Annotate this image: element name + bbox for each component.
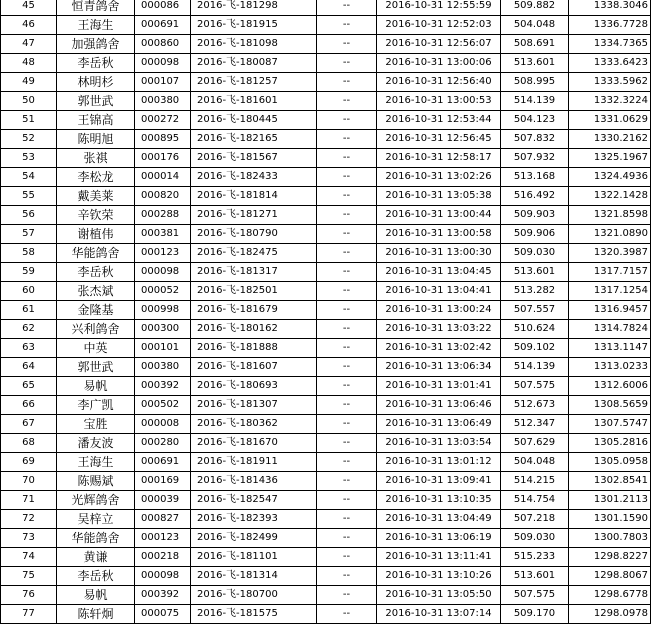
name-cell: 李岳秋 <box>57 567 135 586</box>
member-code-cell: 000691 <box>135 16 191 35</box>
ring-number-cell: 2016-飞-181101 <box>191 548 317 567</box>
member-code-cell: 000176 <box>135 149 191 168</box>
ring-number-cell: 2016-飞-180362 <box>191 415 317 434</box>
distance-cell: 513.168 <box>501 168 569 187</box>
table-row <box>1 510 651 529</box>
speed-cell: 1338.3046 <box>569 0 651 16</box>
table-row <box>1 415 651 434</box>
rank-cell: 61 <box>1 301 57 320</box>
speed-cell: 1308.5659 <box>569 396 651 415</box>
ring-number-cell: 2016-飞-181436 <box>191 472 317 491</box>
arrival-time-cell: 2016-10-31 13:06:19 <box>377 529 501 548</box>
table-row <box>1 244 651 263</box>
arrival-time-cell: 2016-10-31 13:04:49 <box>377 510 501 529</box>
distance-cell: 509.030 <box>501 529 569 548</box>
placeholder-cell: -- <box>317 510 377 529</box>
placeholder-cell: -- <box>317 605 377 624</box>
speed-cell: 1301.1590 <box>569 510 651 529</box>
name-cell: 金隆基 <box>57 301 135 320</box>
member-code-cell: 000272 <box>135 111 191 130</box>
arrival-time-cell: 2016-10-31 12:53:44 <box>377 111 501 130</box>
placeholder-cell: -- <box>317 244 377 263</box>
table-row <box>1 73 651 92</box>
table-row <box>1 491 651 510</box>
rank-cell: 68 <box>1 434 57 453</box>
speed-cell: 1321.0890 <box>569 225 651 244</box>
arrival-time-cell: 2016-10-31 13:03:54 <box>377 434 501 453</box>
speed-cell: 1324.4936 <box>569 168 651 187</box>
speed-cell: 1333.5962 <box>569 73 651 92</box>
speed-cell: 1298.0978 <box>569 605 651 624</box>
placeholder-cell: -- <box>317 282 377 301</box>
member-code-cell: 000039 <box>135 491 191 510</box>
rank-cell: 64 <box>1 358 57 377</box>
placeholder-cell: -- <box>317 301 377 320</box>
placeholder-cell: -- <box>317 586 377 605</box>
speed-cell: 1298.8067 <box>569 567 651 586</box>
arrival-time-cell: 2016-10-31 13:05:50 <box>377 586 501 605</box>
distance-cell: 504.123 <box>501 111 569 130</box>
speed-cell: 1334.7365 <box>569 35 651 54</box>
ring-number-cell: 2016-飞-181257 <box>191 73 317 92</box>
member-code-cell: 000827 <box>135 510 191 529</box>
ring-number-cell: 2016-飞-181307 <box>191 396 317 415</box>
ring-number-cell: 2016-飞-181314 <box>191 567 317 586</box>
ring-number-cell: 2016-飞-182547 <box>191 491 317 510</box>
member-code-cell: 000280 <box>135 434 191 453</box>
speed-cell: 1305.0958 <box>569 453 651 472</box>
speed-cell: 1307.5747 <box>569 415 651 434</box>
table-row <box>1 0 651 16</box>
distance-cell: 507.575 <box>501 586 569 605</box>
distance-cell: 507.557 <box>501 301 569 320</box>
placeholder-cell: -- <box>317 491 377 510</box>
speed-cell: 1313.0233 <box>569 358 651 377</box>
arrival-time-cell: 2016-10-31 13:04:45 <box>377 263 501 282</box>
placeholder-cell: -- <box>317 206 377 225</box>
distance-cell: 509.906 <box>501 225 569 244</box>
placeholder-cell: -- <box>317 396 377 415</box>
member-code-cell: 000691 <box>135 453 191 472</box>
member-code-cell: 000218 <box>135 548 191 567</box>
distance-cell: 513.601 <box>501 54 569 73</box>
distance-cell: 514.139 <box>501 92 569 111</box>
placeholder-cell: -- <box>317 168 377 187</box>
placeholder-cell: -- <box>317 54 377 73</box>
name-cell: 潘友波 <box>57 434 135 453</box>
speed-cell: 1314.7824 <box>569 320 651 339</box>
speed-cell: 1320.3987 <box>569 244 651 263</box>
member-code-cell: 000098 <box>135 54 191 73</box>
arrival-time-cell: 2016-10-31 13:05:38 <box>377 187 501 206</box>
rank-cell: 74 <box>1 548 57 567</box>
placeholder-cell: -- <box>317 16 377 35</box>
rank-cell: 72 <box>1 510 57 529</box>
rank-cell: 69 <box>1 453 57 472</box>
distance-cell: 514.215 <box>501 472 569 491</box>
rank-cell: 49 <box>1 73 57 92</box>
distance-cell: 516.492 <box>501 187 569 206</box>
member-code-cell: 000895 <box>135 130 191 149</box>
arrival-time-cell: 2016-10-31 13:06:49 <box>377 415 501 434</box>
arrival-time-cell: 2016-10-31 13:09:41 <box>377 472 501 491</box>
table-row <box>1 35 651 54</box>
table-row <box>1 339 651 358</box>
member-code-cell: 000381 <box>135 225 191 244</box>
member-code-cell: 000008 <box>135 415 191 434</box>
name-cell: 陈赐斌 <box>57 472 135 491</box>
name-cell: 中英 <box>57 339 135 358</box>
member-code-cell: 000392 <box>135 377 191 396</box>
rank-cell: 52 <box>1 130 57 149</box>
member-code-cell: 000998 <box>135 301 191 320</box>
table-row <box>1 358 651 377</box>
distance-cell: 508.995 <box>501 73 569 92</box>
rank-cell: 62 <box>1 320 57 339</box>
distance-cell: 507.832 <box>501 130 569 149</box>
speed-cell: 1305.2816 <box>569 434 651 453</box>
name-cell: 戴美莱 <box>57 187 135 206</box>
name-cell: 陈轩炯 <box>57 605 135 624</box>
distance-cell: 504.048 <box>501 453 569 472</box>
table-row <box>1 434 651 453</box>
ring-number-cell: 2016-飞-181607 <box>191 358 317 377</box>
rank-cell: 50 <box>1 92 57 111</box>
arrival-time-cell: 2016-10-31 12:58:17 <box>377 149 501 168</box>
ring-number-cell: 2016-飞-180087 <box>191 54 317 73</box>
member-code-cell: 000014 <box>135 168 191 187</box>
table-row <box>1 263 651 282</box>
distance-cell: 507.218 <box>501 510 569 529</box>
speed-cell: 1302.8541 <box>569 472 651 491</box>
arrival-time-cell: 2016-10-31 12:56:07 <box>377 35 501 54</box>
rank-cell: 46 <box>1 16 57 35</box>
name-cell: 黄谦 <box>57 548 135 567</box>
rank-cell: 45 <box>1 0 57 16</box>
ring-number-cell: 2016-飞-181601 <box>191 92 317 111</box>
arrival-time-cell: 2016-10-31 13:02:26 <box>377 168 501 187</box>
member-code-cell: 000300 <box>135 320 191 339</box>
arrival-time-cell: 2016-10-31 13:07:14 <box>377 605 501 624</box>
distance-cell: 509.170 <box>501 605 569 624</box>
rank-cell: 66 <box>1 396 57 415</box>
table-row <box>1 130 651 149</box>
placeholder-cell: -- <box>317 358 377 377</box>
member-code-cell: 000086 <box>135 0 191 16</box>
speed-cell: 1298.8227 <box>569 548 651 567</box>
ring-number-cell: 2016-飞-182501 <box>191 282 317 301</box>
ring-number-cell: 2016-飞-181911 <box>191 453 317 472</box>
table-row <box>1 187 651 206</box>
speed-cell: 1322.1428 <box>569 187 651 206</box>
speed-cell: 1332.3224 <box>569 92 651 111</box>
arrival-time-cell: 2016-10-31 12:55:59 <box>377 0 501 16</box>
distance-cell: 507.575 <box>501 377 569 396</box>
arrival-time-cell: 2016-10-31 13:06:46 <box>377 396 501 415</box>
speed-cell: 1313.1147 <box>569 339 651 358</box>
ring-number-cell: 2016-飞-182433 <box>191 168 317 187</box>
name-cell: 加强鸽舍 <box>57 35 135 54</box>
ring-number-cell: 2016-飞-182393 <box>191 510 317 529</box>
placeholder-cell: -- <box>317 529 377 548</box>
member-code-cell: 000820 <box>135 187 191 206</box>
rank-cell: 57 <box>1 225 57 244</box>
table-row <box>1 567 651 586</box>
member-code-cell: 000502 <box>135 396 191 415</box>
ring-number-cell: 2016-飞-180162 <box>191 320 317 339</box>
rank-cell: 58 <box>1 244 57 263</box>
placeholder-cell: -- <box>317 35 377 54</box>
member-code-cell: 000098 <box>135 263 191 282</box>
distance-cell: 510.624 <box>501 320 569 339</box>
name-cell: 恒青鸽舍 <box>57 0 135 16</box>
ring-number-cell: 2016-飞-181575 <box>191 605 317 624</box>
ring-number-cell: 2016-飞-181567 <box>191 149 317 168</box>
ring-number-cell: 2016-飞-182499 <box>191 529 317 548</box>
arrival-time-cell: 2016-10-31 13:10:26 <box>377 567 501 586</box>
name-cell: 陈明旭 <box>57 130 135 149</box>
arrival-time-cell: 2016-10-31 13:00:44 <box>377 206 501 225</box>
name-cell: 王海生 <box>57 16 135 35</box>
placeholder-cell: -- <box>317 0 377 16</box>
table-row <box>1 472 651 491</box>
table-row <box>1 301 651 320</box>
table-row <box>1 320 651 339</box>
arrival-time-cell: 2016-10-31 13:04:41 <box>377 282 501 301</box>
name-cell: 李松龙 <box>57 168 135 187</box>
ring-number-cell: 2016-飞-181888 <box>191 339 317 358</box>
rank-cell: 60 <box>1 282 57 301</box>
table-row <box>1 168 651 187</box>
rank-cell: 63 <box>1 339 57 358</box>
name-cell: 易帆 <box>57 377 135 396</box>
member-code-cell: 000380 <box>135 358 191 377</box>
placeholder-cell: -- <box>317 111 377 130</box>
placeholder-cell: -- <box>317 339 377 358</box>
name-cell: 张杰斌 <box>57 282 135 301</box>
results-table-body <box>1 0 651 624</box>
name-cell: 吴梓立 <box>57 510 135 529</box>
name-cell: 谢植伟 <box>57 225 135 244</box>
rank-cell: 71 <box>1 491 57 510</box>
arrival-time-cell: 2016-10-31 12:52:03 <box>377 16 501 35</box>
rank-cell: 55 <box>1 187 57 206</box>
table-row <box>1 92 651 111</box>
distance-cell: 509.102 <box>501 339 569 358</box>
name-cell: 辛钦荣 <box>57 206 135 225</box>
ring-number-cell: 2016-飞-180693 <box>191 377 317 396</box>
arrival-time-cell: 2016-10-31 13:00:06 <box>377 54 501 73</box>
speed-cell: 1333.6423 <box>569 54 651 73</box>
speed-cell: 1301.2113 <box>569 491 651 510</box>
name-cell: 华能鸽舍 <box>57 244 135 263</box>
speed-cell: 1321.8598 <box>569 206 651 225</box>
distance-cell: 507.932 <box>501 149 569 168</box>
rank-cell: 67 <box>1 415 57 434</box>
rank-cell: 47 <box>1 35 57 54</box>
placeholder-cell: -- <box>317 225 377 244</box>
ring-number-cell: 2016-飞-181915 <box>191 16 317 35</box>
name-cell: 郭世武 <box>57 358 135 377</box>
member-code-cell: 000860 <box>135 35 191 54</box>
ring-number-cell: 2016-飞-181317 <box>191 263 317 282</box>
rank-cell: 53 <box>1 149 57 168</box>
ring-number-cell: 2016-飞-181679 <box>191 301 317 320</box>
placeholder-cell: -- <box>317 377 377 396</box>
table-row <box>1 453 651 472</box>
name-cell: 张祺 <box>57 149 135 168</box>
table-row <box>1 282 651 301</box>
member-code-cell: 000052 <box>135 282 191 301</box>
ring-number-cell: 2016-飞-180445 <box>191 111 317 130</box>
rank-cell: 73 <box>1 529 57 548</box>
name-cell: 王海生 <box>57 453 135 472</box>
speed-cell: 1298.6778 <box>569 586 651 605</box>
name-cell: 华能鸽舍 <box>57 529 135 548</box>
table-row <box>1 111 651 130</box>
member-code-cell: 000380 <box>135 92 191 111</box>
ring-number-cell: 2016-飞-181298 <box>191 0 317 16</box>
table-row <box>1 16 651 35</box>
speed-cell: 1331.0629 <box>569 111 651 130</box>
table-row <box>1 149 651 168</box>
speed-cell: 1330.2162 <box>569 130 651 149</box>
distance-cell: 513.601 <box>501 263 569 282</box>
ring-number-cell: 2016-飞-182475 <box>191 244 317 263</box>
rank-cell: 59 <box>1 263 57 282</box>
placeholder-cell: -- <box>317 263 377 282</box>
placeholder-cell: -- <box>317 472 377 491</box>
placeholder-cell: -- <box>317 130 377 149</box>
rank-cell: 75 <box>1 567 57 586</box>
speed-cell: 1316.9457 <box>569 301 651 320</box>
rank-cell: 76 <box>1 586 57 605</box>
distance-cell: 512.673 <box>501 396 569 415</box>
distance-cell: 513.601 <box>501 567 569 586</box>
name-cell: 光辉鸽舍 <box>57 491 135 510</box>
distance-cell: 515.233 <box>501 548 569 567</box>
ring-number-cell: 2016-飞-180700 <box>191 586 317 605</box>
arrival-time-cell: 2016-10-31 13:01:12 <box>377 453 501 472</box>
table-row <box>1 206 651 225</box>
rank-cell: 54 <box>1 168 57 187</box>
table-row <box>1 377 651 396</box>
member-code-cell: 000392 <box>135 586 191 605</box>
arrival-time-cell: 2016-10-31 13:11:41 <box>377 548 501 567</box>
table-row <box>1 225 651 244</box>
distance-cell: 509.882 <box>501 0 569 16</box>
arrival-time-cell: 2016-10-31 13:00:58 <box>377 225 501 244</box>
member-code-cell: 000288 <box>135 206 191 225</box>
speed-cell: 1317.1254 <box>569 282 651 301</box>
table-row <box>1 54 651 73</box>
speed-cell: 1336.7728 <box>569 16 651 35</box>
distance-cell: 514.754 <box>501 491 569 510</box>
name-cell: 李岳秋 <box>57 54 135 73</box>
arrival-time-cell: 2016-10-31 13:01:41 <box>377 377 501 396</box>
member-code-cell: 000169 <box>135 472 191 491</box>
member-code-cell: 000107 <box>135 73 191 92</box>
distance-cell: 509.030 <box>501 244 569 263</box>
placeholder-cell: -- <box>317 320 377 339</box>
rank-cell: 70 <box>1 472 57 491</box>
ring-number-cell: 2016-飞-181271 <box>191 206 317 225</box>
name-cell: 李广凯 <box>57 396 135 415</box>
member-code-cell: 000123 <box>135 244 191 263</box>
distance-cell: 504.048 <box>501 16 569 35</box>
speed-cell: 1325.1967 <box>569 149 651 168</box>
placeholder-cell: -- <box>317 548 377 567</box>
arrival-time-cell: 2016-10-31 13:00:30 <box>377 244 501 263</box>
placeholder-cell: -- <box>317 567 377 586</box>
member-code-cell: 000123 <box>135 529 191 548</box>
arrival-time-cell: 2016-10-31 13:00:24 <box>377 301 501 320</box>
placeholder-cell: -- <box>317 415 377 434</box>
rank-cell: 56 <box>1 206 57 225</box>
arrival-time-cell: 2016-10-31 13:02:42 <box>377 339 501 358</box>
distance-cell: 514.139 <box>501 358 569 377</box>
ring-number-cell: 2016-飞-181670 <box>191 434 317 453</box>
name-cell: 郭世武 <box>57 92 135 111</box>
name-cell: 林明杉 <box>57 73 135 92</box>
placeholder-cell: -- <box>317 434 377 453</box>
member-code-cell: 000098 <box>135 567 191 586</box>
member-code-cell: 000101 <box>135 339 191 358</box>
rank-cell: 77 <box>1 605 57 624</box>
distance-cell: 509.903 <box>501 206 569 225</box>
name-cell: 李岳秋 <box>57 263 135 282</box>
distance-cell: 507.629 <box>501 434 569 453</box>
placeholder-cell: -- <box>317 92 377 111</box>
arrival-time-cell: 2016-10-31 13:06:34 <box>377 358 501 377</box>
arrival-time-cell: 2016-10-31 12:56:45 <box>377 130 501 149</box>
placeholder-cell: -- <box>317 453 377 472</box>
rank-cell: 48 <box>1 54 57 73</box>
table-row <box>1 586 651 605</box>
member-code-cell: 000075 <box>135 605 191 624</box>
name-cell: 易帆 <box>57 586 135 605</box>
speed-cell: 1317.7157 <box>569 263 651 282</box>
table-row <box>1 396 651 415</box>
speed-cell: 1312.6006 <box>569 377 651 396</box>
speed-cell: 1300.7803 <box>569 529 651 548</box>
table-row <box>1 548 651 567</box>
distance-cell: 508.691 <box>501 35 569 54</box>
placeholder-cell: -- <box>317 73 377 92</box>
name-cell: 宝胜 <box>57 415 135 434</box>
table-row <box>1 605 651 624</box>
distance-cell: 513.282 <box>501 282 569 301</box>
arrival-time-cell: 2016-10-31 13:00:53 <box>377 92 501 111</box>
name-cell: 王锦高 <box>57 111 135 130</box>
table-row <box>1 529 651 548</box>
placeholder-cell: -- <box>317 187 377 206</box>
rank-cell: 65 <box>1 377 57 396</box>
ring-number-cell: 2016-飞-182165 <box>191 130 317 149</box>
placeholder-cell: -- <box>317 149 377 168</box>
rank-cell: 51 <box>1 111 57 130</box>
name-cell: 兴利鸽舍 <box>57 320 135 339</box>
arrival-time-cell: 2016-10-31 12:56:40 <box>377 73 501 92</box>
ring-number-cell: 2016-飞-181098 <box>191 35 317 54</box>
ring-number-cell: 2016-飞-181814 <box>191 187 317 206</box>
arrival-time-cell: 2016-10-31 13:10:35 <box>377 491 501 510</box>
ring-number-cell: 2016-飞-180790 <box>191 225 317 244</box>
distance-cell: 512.347 <box>501 415 569 434</box>
arrival-time-cell: 2016-10-31 13:03:22 <box>377 320 501 339</box>
